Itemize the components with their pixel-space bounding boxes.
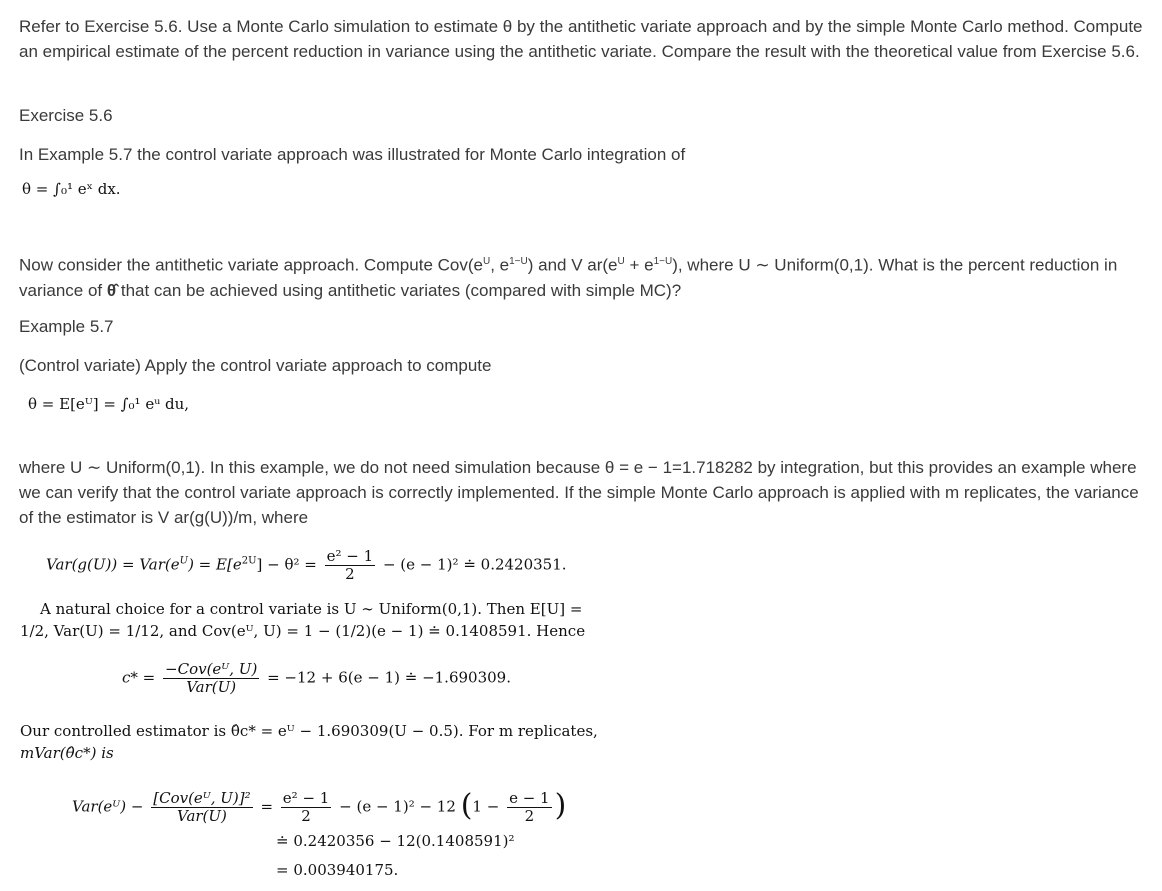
question-part-e: ), where U ∼ Uniform(0,1). What is the percent reduction in variance of xyxy=(19,255,1118,300)
cstar-rhs: = −12 + 6(e − 1) ≐ −1.690309. xyxy=(267,668,511,687)
exercise-theta-formula xyxy=(22,180,121,198)
example-lead: (Control variate) Apply the control variate approach to compute xyxy=(19,356,492,375)
var-frac-num: e² − 1 xyxy=(326,547,374,565)
sup-1mu-2: 1−U xyxy=(653,256,673,267)
sup-u: U xyxy=(482,256,491,267)
theta-hat-symbol: θ̂ xyxy=(106,280,117,300)
example-heading: Example 5.7 xyxy=(19,317,114,336)
final-inner: 1 − xyxy=(472,797,500,816)
question-part-c: ) and V ar(e xyxy=(527,255,618,275)
var-mid2: ] − θ² = xyxy=(256,555,317,574)
exercise-heading: Exercise 5.6 xyxy=(19,106,113,125)
cstar-den: Var(U) xyxy=(186,678,237,696)
var-mid: ) = E[e xyxy=(188,555,242,574)
example-theta-formula-text: θ = E[eᵁ] = ∫₀¹ eᵘ du, xyxy=(28,395,190,413)
final-fraction xyxy=(151,790,252,825)
var-fraction xyxy=(325,548,376,583)
intro-paragraph: Refer to Exercise 5.6. Use a Monte Carlo simulation to estimate θ by the antithetic variate approach and by the simple Monte Carlo method. Compute an empirical estimate of the percent reduction in variance using the antithetic variate. Compare the result with the theoretical value from Exercise 5.6. xyxy=(19,17,1143,61)
var-sup-2u: U xyxy=(248,555,257,567)
natural-choice-text xyxy=(20,598,660,642)
exercise-intro: In Example 5.7 the control variate approach was illustrated for Monte Carlo integration of xyxy=(19,145,686,164)
cstar-lhs: c* = xyxy=(122,668,156,687)
var-g-formula: $Var(g(U)) = Var(e^U) = E[e^{2U}] - \theta^2$ = $\frac{\text{e² − 1}}{2}$ − (e − 1)² ≐ 0.2420351. xyxy=(46,547,567,583)
question-part-b: , e xyxy=(490,255,510,275)
controlled-line-1: Our controlled estimator is θ̂c* = eᵁ − 1.690309(U − 0.5). For m replicates, xyxy=(20,722,598,740)
final-frac-num: [Cov(eᵁ, U)]² xyxy=(153,789,251,807)
question-part-a: Now consider the antithetic variate approach. Compute Cov(e xyxy=(19,255,483,275)
final-inner-num: e − 1 xyxy=(509,789,550,807)
exercise-theta-formula-text: θ = ∫₀¹ eˣ dx. xyxy=(22,180,121,198)
final-variance-formula: Var(eᵁ) − $\frac{\text{[Cov(eᵁ, U)]²}}{\text{Var(U)}}$ = $\frac{\text{e² − 1}}{2}$ − (e − 1)² − 12 (1 − $\frac{e - 1}{2}$ ) xyxy=(72,788,567,825)
natural-line-2: 1/2, Var(U) = 1/12, and Cov(eᵁ, U) = 1 − (1/2)(e − 1) ≐ 0.1408591. Hence xyxy=(20,622,586,640)
natural-line-1: A natural choice for a control variate is U ∼ Uniform(0,1). Then E[U] = xyxy=(40,600,583,618)
final-frac2-den: 2 xyxy=(301,807,311,825)
final-step-2: ≐ 0.2420356 − 12(0.1408591)² xyxy=(276,832,515,850)
final-inner-den: 2 xyxy=(524,807,535,825)
question-part-d: + e xyxy=(624,255,654,275)
example-description: where U ∼ Uniform(0,1). In this example, we do not need simulation because θ = e − 1=1.718282 by integration, but this provides an example where we can verify that the control variate approach is correctly implemented. If the simple Monte Carlo approach is applied with m replicates, the variance of the estimator is V ar(g(U))/m, where xyxy=(19,458,1139,527)
example-theta-formula xyxy=(28,395,189,413)
cstar-formula xyxy=(122,661,511,696)
question-part-f: that can be achieved using antithetic variates (compared with simple MC)? xyxy=(120,280,682,300)
final-tail: − (e − 1)² − 12 xyxy=(339,797,456,816)
var-sup-u: U xyxy=(179,555,189,567)
controlled-estimator-text xyxy=(20,720,598,764)
final-eq: = xyxy=(260,797,274,816)
final-fraction-2 xyxy=(281,790,332,825)
exercise-question xyxy=(19,249,1144,303)
var-lhs: Var(g(U)) = Var(e xyxy=(46,555,180,574)
controlled-line-2: mVar(θ̂c*) is xyxy=(20,744,114,762)
final-lhs: Var(eᵁ) − xyxy=(72,797,144,816)
var-tail: − (e − 1)² ≐ 0.2420351. xyxy=(382,555,567,574)
final-step-3: = 0.003940175. xyxy=(276,861,399,879)
sup-1mu: 1−U xyxy=(509,256,528,267)
var-frac-den: 2 xyxy=(345,565,355,583)
final-frac-den: Var(U) xyxy=(176,807,227,825)
final-inner-fraction xyxy=(507,790,552,825)
cstar-fraction xyxy=(163,661,259,696)
final-frac2-num: e² − 1 xyxy=(282,789,330,807)
sup-u-2: U xyxy=(617,256,625,267)
cstar-num: −Cov(eᵁ, U) xyxy=(165,660,258,678)
